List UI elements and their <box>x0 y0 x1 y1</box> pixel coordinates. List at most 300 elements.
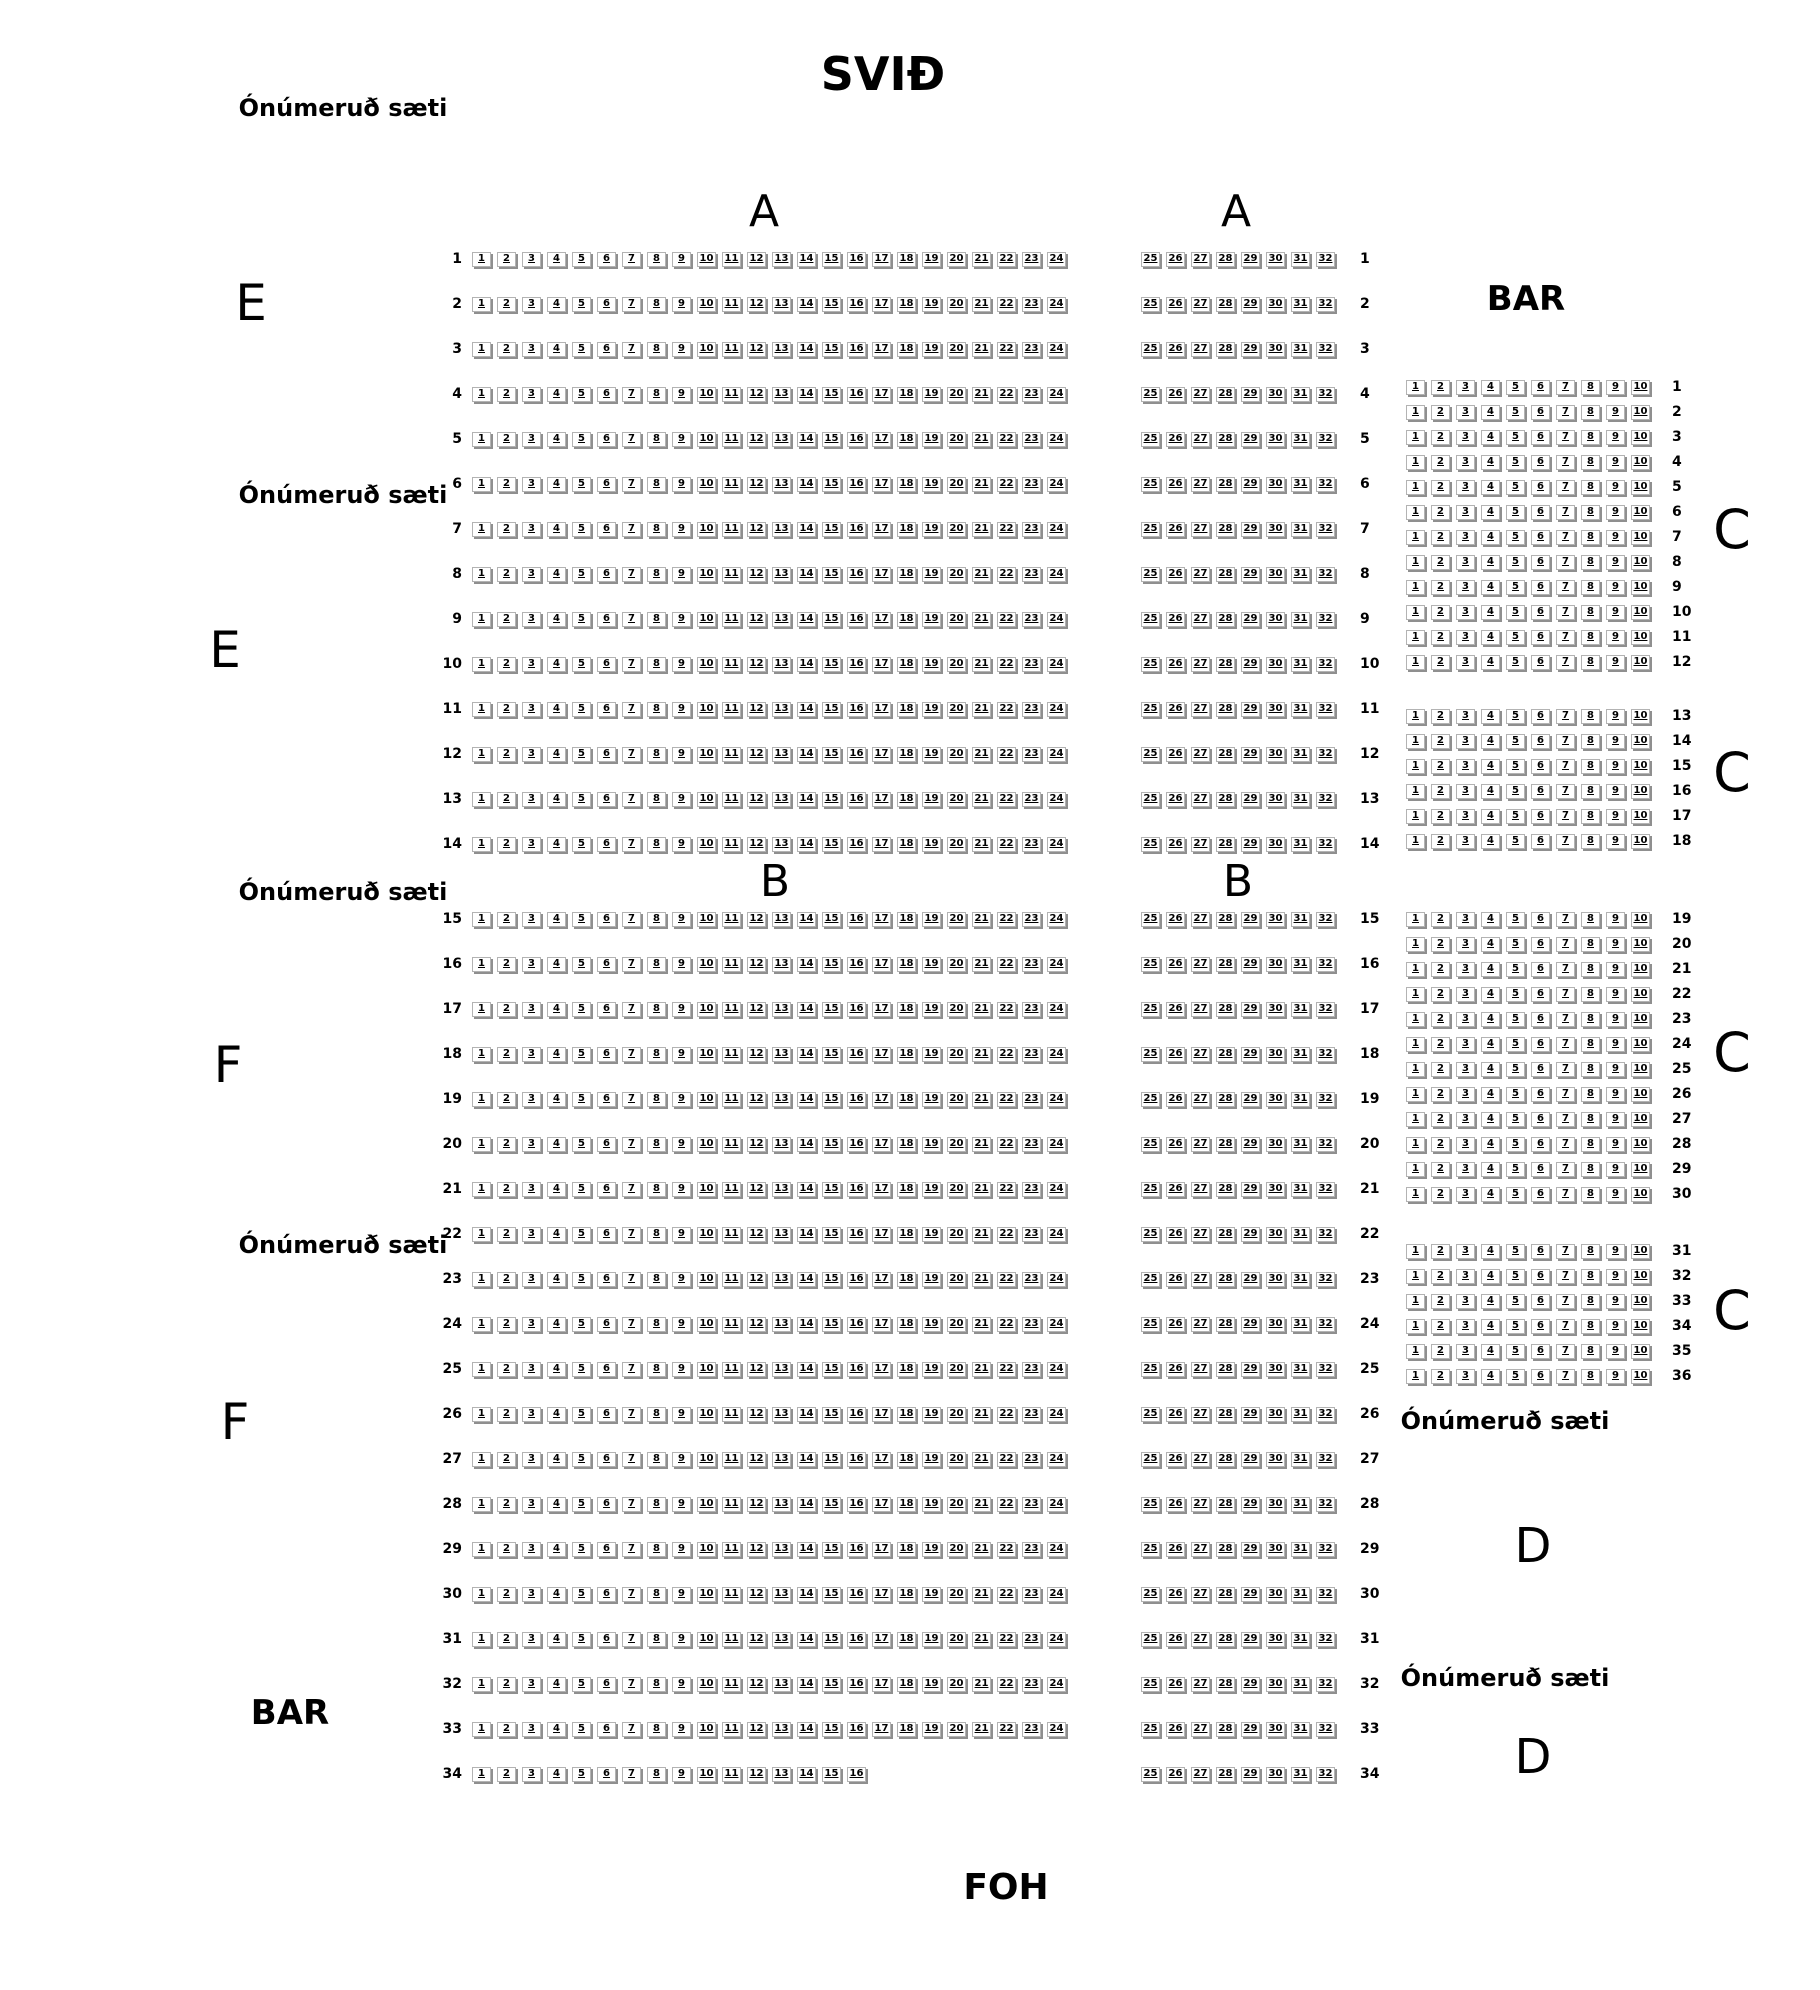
seat[interactable]: 2 <box>1431 784 1450 799</box>
seat[interactable]: 30 <box>1266 567 1285 582</box>
seat[interactable]: 1 <box>1406 987 1425 1002</box>
seat[interactable]: 29 <box>1241 432 1260 447</box>
seat[interactable]: 15 <box>822 957 841 972</box>
seat[interactable]: 4 <box>547 747 566 762</box>
seat[interactable]: 6 <box>597 1182 616 1197</box>
seat[interactable]: 25 <box>1141 957 1160 972</box>
seat[interactable]: 23 <box>1022 522 1041 537</box>
seat[interactable]: 23 <box>1022 1677 1041 1692</box>
seat[interactable]: 4 <box>1481 1137 1500 1152</box>
seat[interactable]: 28 <box>1216 957 1235 972</box>
seat[interactable]: 1 <box>472 297 491 312</box>
seat[interactable]: 10 <box>1631 1112 1650 1127</box>
seat[interactable]: 15 <box>822 1542 841 1557</box>
seat[interactable]: 13 <box>772 522 791 537</box>
seat[interactable]: 10 <box>697 477 716 492</box>
seat[interactable]: 2 <box>497 1587 516 1602</box>
seat[interactable]: 13 <box>772 1272 791 1287</box>
seat[interactable]: 23 <box>1022 1272 1041 1287</box>
seat[interactable]: 6 <box>597 1632 616 1647</box>
seat[interactable]: 14 <box>797 432 816 447</box>
seat[interactable]: 17 <box>872 1137 891 1152</box>
seat[interactable]: 4 <box>547 432 566 447</box>
seat[interactable]: 5 <box>572 342 591 357</box>
seat[interactable]: 31 <box>1291 1002 1310 1017</box>
seat[interactable]: 23 <box>1022 1362 1041 1377</box>
seat[interactable]: 28 <box>1216 1677 1235 1692</box>
seat[interactable]: 6 <box>597 1767 616 1782</box>
seat[interactable]: 7 <box>622 837 641 852</box>
seat[interactable]: 5 <box>1506 1137 1525 1152</box>
seat[interactable]: 7 <box>1556 455 1575 470</box>
seat[interactable]: 17 <box>872 1542 891 1557</box>
seat[interactable]: 26 <box>1166 1767 1185 1782</box>
seat[interactable]: 6 <box>1531 962 1550 977</box>
seat[interactable]: 2 <box>1431 1187 1450 1202</box>
seat[interactable]: 20 <box>947 1452 966 1467</box>
seat[interactable]: 24 <box>1047 702 1066 717</box>
seat[interactable]: 1 <box>1406 530 1425 545</box>
seat[interactable]: 8 <box>647 837 666 852</box>
seat[interactable]: 31 <box>1291 1632 1310 1647</box>
seat[interactable]: 7 <box>1556 1037 1575 1052</box>
seat[interactable]: 3 <box>1456 1112 1475 1127</box>
seat[interactable]: 9 <box>1606 455 1625 470</box>
seat[interactable]: 8 <box>1581 530 1600 545</box>
seat[interactable]: 7 <box>622 1677 641 1692</box>
seat[interactable]: 25 <box>1141 1632 1160 1647</box>
seat[interactable]: 7 <box>622 432 641 447</box>
seat[interactable]: 6 <box>597 1452 616 1467</box>
seat[interactable]: 27 <box>1191 1632 1210 1647</box>
seat[interactable]: 3 <box>1456 1244 1475 1259</box>
seat[interactable]: 8 <box>1581 480 1600 495</box>
seat[interactable]: 11 <box>722 747 741 762</box>
seat[interactable]: 14 <box>797 1002 816 1017</box>
seat[interactable]: 3 <box>1456 380 1475 395</box>
seat[interactable]: 9 <box>672 747 691 762</box>
seat[interactable]: 25 <box>1141 387 1160 402</box>
seat[interactable]: 3 <box>1456 759 1475 774</box>
seat[interactable]: 27 <box>1191 1137 1210 1152</box>
seat[interactable]: 12 <box>747 1497 766 1512</box>
seat[interactable]: 7 <box>622 1227 641 1242</box>
seat[interactable]: 28 <box>1216 747 1235 762</box>
seat[interactable]: 17 <box>872 747 891 762</box>
seat[interactable]: 26 <box>1166 1182 1185 1197</box>
seat[interactable]: 7 <box>1556 605 1575 620</box>
seat[interactable]: 28 <box>1216 477 1235 492</box>
seat[interactable]: 1 <box>472 912 491 927</box>
seat[interactable]: 9 <box>672 792 691 807</box>
seat[interactable]: 22 <box>997 297 1016 312</box>
seat[interactable]: 14 <box>797 1137 816 1152</box>
seat[interactable]: 14 <box>797 477 816 492</box>
seat[interactable]: 5 <box>1506 962 1525 977</box>
seat[interactable]: 1 <box>472 1587 491 1602</box>
seat[interactable]: 16 <box>847 432 866 447</box>
seat[interactable]: 10 <box>697 1047 716 1062</box>
seat[interactable]: 22 <box>997 657 1016 672</box>
seat[interactable]: 5 <box>1506 1062 1525 1077</box>
seat[interactable]: 6 <box>1531 912 1550 927</box>
seat[interactable]: 7 <box>1556 1344 1575 1359</box>
seat[interactable]: 8 <box>647 612 666 627</box>
seat[interactable]: 26 <box>1166 1047 1185 1062</box>
seat[interactable]: 6 <box>597 657 616 672</box>
seat[interactable]: 8 <box>1581 1319 1600 1334</box>
seat[interactable]: 3 <box>522 1677 541 1692</box>
seat[interactable]: 3 <box>522 1407 541 1422</box>
seat[interactable]: 1 <box>472 702 491 717</box>
seat[interactable]: 11 <box>722 792 741 807</box>
seat[interactable]: 23 <box>1022 432 1041 447</box>
seat[interactable]: 17 <box>872 522 891 537</box>
seat[interactable]: 29 <box>1241 657 1260 672</box>
seat[interactable]: 7 <box>622 1767 641 1782</box>
seat[interactable]: 14 <box>797 1677 816 1692</box>
seat[interactable]: 6 <box>597 432 616 447</box>
seat[interactable]: 8 <box>647 432 666 447</box>
seat[interactable]: 28 <box>1216 297 1235 312</box>
seat[interactable]: 3 <box>1456 784 1475 799</box>
seat[interactable]: 10 <box>697 1452 716 1467</box>
seat[interactable]: 17 <box>872 1722 891 1737</box>
seat[interactable]: 4 <box>547 1722 566 1737</box>
seat[interactable]: 19 <box>922 837 941 852</box>
seat[interactable]: 15 <box>822 792 841 807</box>
seat[interactable]: 15 <box>822 912 841 927</box>
seat[interactable]: 18 <box>897 1452 916 1467</box>
seat[interactable]: 24 <box>1047 1227 1066 1242</box>
seat[interactable]: 29 <box>1241 612 1260 627</box>
seat[interactable]: 23 <box>1022 252 1041 267</box>
seat[interactable]: 17 <box>872 1317 891 1332</box>
seat[interactable]: 8 <box>1581 1112 1600 1127</box>
seat[interactable]: 10 <box>697 1317 716 1332</box>
seat[interactable]: 30 <box>1266 432 1285 447</box>
seat[interactable]: 20 <box>947 747 966 762</box>
seat[interactable]: 3 <box>522 342 541 357</box>
seat[interactable]: 4 <box>1481 455 1500 470</box>
seat[interactable]: 4 <box>547 1767 566 1782</box>
seat[interactable]: 11 <box>722 1542 741 1557</box>
seat[interactable]: 20 <box>947 1677 966 1692</box>
seat[interactable]: 4 <box>547 612 566 627</box>
seat[interactable]: 5 <box>572 1452 591 1467</box>
seat[interactable]: 10 <box>697 702 716 717</box>
seat[interactable]: 5 <box>1506 987 1525 1002</box>
seat[interactable]: 2 <box>1431 1319 1450 1334</box>
seat[interactable]: 7 <box>1556 655 1575 670</box>
seat[interactable]: 6 <box>597 252 616 267</box>
seat[interactable]: 30 <box>1266 1587 1285 1602</box>
seat[interactable]: 24 <box>1047 342 1066 357</box>
seat[interactable]: 9 <box>1606 1344 1625 1359</box>
seat[interactable]: 5 <box>572 1362 591 1377</box>
seat[interactable]: 4 <box>547 702 566 717</box>
seat[interactable]: 6 <box>1531 580 1550 595</box>
seat[interactable]: 27 <box>1191 912 1210 927</box>
seat[interactable]: 4 <box>1481 530 1500 545</box>
seat[interactable]: 18 <box>897 1182 916 1197</box>
seat[interactable]: 15 <box>822 1632 841 1647</box>
seat[interactable]: 24 <box>1047 1587 1066 1602</box>
seat[interactable]: 6 <box>597 1227 616 1242</box>
seat[interactable]: 2 <box>497 702 516 717</box>
seat[interactable]: 24 <box>1047 1272 1066 1287</box>
seat[interactable]: 21 <box>972 747 991 762</box>
seat[interactable]: 7 <box>622 1092 641 1107</box>
seat[interactable]: 12 <box>747 837 766 852</box>
seat[interactable]: 1 <box>1406 605 1425 620</box>
seat[interactable]: 15 <box>822 522 841 537</box>
seat[interactable]: 8 <box>1581 505 1600 520</box>
seat[interactable]: 30 <box>1266 1227 1285 1242</box>
seat[interactable]: 31 <box>1291 912 1310 927</box>
seat[interactable]: 16 <box>847 1272 866 1287</box>
seat[interactable]: 28 <box>1216 1362 1235 1377</box>
seat[interactable]: 4 <box>547 1002 566 1017</box>
seat[interactable]: 10 <box>1631 834 1650 849</box>
seat[interactable]: 11 <box>722 1632 741 1647</box>
seat[interactable]: 22 <box>997 1452 1016 1467</box>
seat[interactable]: 20 <box>947 432 966 447</box>
seat[interactable]: 25 <box>1141 1317 1160 1332</box>
seat[interactable]: 29 <box>1241 957 1260 972</box>
seat[interactable]: 2 <box>497 1137 516 1152</box>
seat[interactable]: 8 <box>1581 759 1600 774</box>
seat[interactable]: 21 <box>972 297 991 312</box>
seat[interactable]: 28 <box>1216 612 1235 627</box>
seat[interactable]: 4 <box>1481 759 1500 774</box>
seat[interactable]: 7 <box>1556 834 1575 849</box>
seat[interactable]: 21 <box>972 1677 991 1692</box>
seat[interactable]: 26 <box>1166 657 1185 672</box>
seat[interactable]: 20 <box>947 1497 966 1512</box>
seat[interactable]: 5 <box>572 657 591 672</box>
seat[interactable]: 23 <box>1022 747 1041 762</box>
seat[interactable]: 14 <box>797 1767 816 1782</box>
seat[interactable]: 17 <box>872 1092 891 1107</box>
seat[interactable]: 29 <box>1241 1722 1260 1737</box>
seat[interactable]: 22 <box>997 432 1016 447</box>
seat[interactable]: 32 <box>1316 1362 1335 1377</box>
seat[interactable]: 25 <box>1141 477 1160 492</box>
seat[interactable]: 7 <box>1556 530 1575 545</box>
seat[interactable]: 3 <box>1456 1294 1475 1309</box>
seat[interactable]: 7 <box>1556 505 1575 520</box>
seat[interactable]: 4 <box>547 1587 566 1602</box>
seat[interactable]: 5 <box>572 702 591 717</box>
seat[interactable]: 3 <box>522 387 541 402</box>
seat[interactable]: 12 <box>747 702 766 717</box>
seat[interactable]: 13 <box>772 702 791 717</box>
seat[interactable]: 2 <box>1431 580 1450 595</box>
seat[interactable]: 1 <box>1406 937 1425 952</box>
seat[interactable]: 4 <box>547 567 566 582</box>
seat[interactable]: 17 <box>872 567 891 582</box>
seat[interactable]: 29 <box>1241 252 1260 267</box>
seat[interactable]: 32 <box>1316 567 1335 582</box>
seat[interactable]: 7 <box>622 297 641 312</box>
seat[interactable]: 3 <box>522 1632 541 1647</box>
seat[interactable]: 10 <box>697 1632 716 1647</box>
seat[interactable]: 10 <box>697 567 716 582</box>
seat[interactable]: 26 <box>1166 1272 1185 1287</box>
seat[interactable]: 3 <box>522 1722 541 1737</box>
seat[interactable]: 16 <box>847 297 866 312</box>
seat[interactable]: 5 <box>1506 734 1525 749</box>
seat[interactable]: 28 <box>1216 252 1235 267</box>
seat[interactable]: 9 <box>1606 1087 1625 1102</box>
seat[interactable]: 25 <box>1141 612 1160 627</box>
seat[interactable]: 7 <box>1556 1112 1575 1127</box>
seat[interactable]: 5 <box>1506 430 1525 445</box>
seat[interactable]: 9 <box>1606 1137 1625 1152</box>
seat[interactable]: 27 <box>1191 342 1210 357</box>
seat[interactable]: 26 <box>1166 477 1185 492</box>
seat[interactable]: 2 <box>497 957 516 972</box>
seat[interactable]: 1 <box>1406 834 1425 849</box>
seat[interactable]: 30 <box>1266 1092 1285 1107</box>
seat[interactable]: 2 <box>1431 809 1450 824</box>
seat[interactable]: 30 <box>1266 1137 1285 1152</box>
seat[interactable]: 2 <box>497 1497 516 1512</box>
seat[interactable]: 1 <box>472 837 491 852</box>
seat[interactable]: 12 <box>747 1677 766 1692</box>
seat[interactable]: 24 <box>1047 1407 1066 1422</box>
seat[interactable]: 12 <box>747 1452 766 1467</box>
seat[interactable]: 9 <box>1606 1112 1625 1127</box>
seat[interactable]: 8 <box>1581 1187 1600 1202</box>
seat[interactable]: 26 <box>1166 1587 1185 1602</box>
seat[interactable]: 24 <box>1047 387 1066 402</box>
seat[interactable]: 8 <box>647 567 666 582</box>
seat[interactable]: 8 <box>1581 1137 1600 1152</box>
seat[interactable]: 11 <box>722 297 741 312</box>
seat[interactable]: 29 <box>1241 1002 1260 1017</box>
seat[interactable]: 27 <box>1191 1092 1210 1107</box>
seat[interactable]: 2 <box>497 1272 516 1287</box>
seat[interactable]: 8 <box>1581 655 1600 670</box>
seat[interactable]: 28 <box>1216 342 1235 357</box>
seat[interactable]: 11 <box>722 1407 741 1422</box>
seat[interactable]: 31 <box>1291 1047 1310 1062</box>
seat[interactable]: 10 <box>697 1497 716 1512</box>
seat[interactable]: 10 <box>697 792 716 807</box>
seat[interactable]: 1 <box>472 1632 491 1647</box>
seat[interactable]: 31 <box>1291 747 1310 762</box>
seat[interactable]: 24 <box>1047 1632 1066 1647</box>
seat[interactable]: 32 <box>1316 912 1335 927</box>
seat[interactable]: 11 <box>722 522 741 537</box>
seat[interactable]: 28 <box>1216 792 1235 807</box>
seat[interactable]: 2 <box>1431 1244 1450 1259</box>
seat[interactable]: 32 <box>1316 1497 1335 1512</box>
seat[interactable]: 1 <box>1406 1319 1425 1334</box>
seat[interactable]: 2 <box>1431 1162 1450 1177</box>
seat[interactable]: 32 <box>1316 432 1335 447</box>
seat[interactable]: 27 <box>1191 1677 1210 1692</box>
seat[interactable]: 3 <box>522 1002 541 1017</box>
seat[interactable]: 4 <box>547 252 566 267</box>
seat[interactable]: 29 <box>1241 387 1260 402</box>
seat[interactable]: 32 <box>1316 387 1335 402</box>
seat[interactable]: 29 <box>1241 1587 1260 1602</box>
seat[interactable]: 14 <box>797 522 816 537</box>
seat[interactable]: 14 <box>797 957 816 972</box>
seat[interactable]: 14 <box>797 387 816 402</box>
seat[interactable]: 2 <box>497 1362 516 1377</box>
seat[interactable]: 30 <box>1266 1722 1285 1737</box>
seat[interactable]: 23 <box>1022 1497 1041 1512</box>
seat[interactable]: 1 <box>472 957 491 972</box>
seat[interactable]: 3 <box>1456 505 1475 520</box>
seat[interactable]: 2 <box>1431 1369 1450 1384</box>
seat[interactable]: 10 <box>697 1092 716 1107</box>
seat[interactable]: 4 <box>547 657 566 672</box>
seat[interactable]: 24 <box>1047 1047 1066 1062</box>
seat[interactable]: 9 <box>672 297 691 312</box>
seat[interactable]: 27 <box>1191 957 1210 972</box>
seat[interactable]: 17 <box>872 297 891 312</box>
seat[interactable]: 16 <box>847 522 866 537</box>
seat[interactable]: 31 <box>1291 1407 1310 1422</box>
seat[interactable]: 3 <box>1456 580 1475 595</box>
seat[interactable]: 30 <box>1266 1407 1285 1422</box>
seat[interactable]: 2 <box>497 837 516 852</box>
seat[interactable]: 11 <box>722 1092 741 1107</box>
seat[interactable]: 6 <box>1531 1112 1550 1127</box>
seat[interactable]: 4 <box>1481 937 1500 952</box>
seat[interactable]: 29 <box>1241 1632 1260 1647</box>
seat[interactable]: 11 <box>722 1182 741 1197</box>
seat[interactable]: 10 <box>1631 405 1650 420</box>
seat[interactable]: 13 <box>772 1587 791 1602</box>
seat[interactable]: 24 <box>1047 1137 1066 1152</box>
seat[interactable]: 5 <box>572 957 591 972</box>
seat[interactable]: 24 <box>1047 477 1066 492</box>
seat[interactable]: 5 <box>1506 1012 1525 1027</box>
seat[interactable]: 20 <box>947 1182 966 1197</box>
seat[interactable]: 24 <box>1047 1452 1066 1467</box>
seat[interactable]: 8 <box>647 342 666 357</box>
seat[interactable]: 2 <box>497 1317 516 1332</box>
seat[interactable]: 10 <box>697 957 716 972</box>
seat[interactable]: 1 <box>472 477 491 492</box>
seat[interactable]: 2 <box>497 432 516 447</box>
seat[interactable]: 22 <box>997 1407 1016 1422</box>
seat[interactable]: 2 <box>1431 734 1450 749</box>
seat[interactable]: 6 <box>1531 1012 1550 1027</box>
seat[interactable]: 18 <box>897 252 916 267</box>
seat[interactable]: 27 <box>1191 252 1210 267</box>
seat[interactable]: 29 <box>1241 522 1260 537</box>
seat[interactable]: 29 <box>1241 912 1260 927</box>
seat[interactable]: 11 <box>722 657 741 672</box>
seat[interactable]: 5 <box>572 1722 591 1737</box>
seat[interactable]: 10 <box>697 387 716 402</box>
seat[interactable]: 16 <box>847 747 866 762</box>
seat[interactable]: 8 <box>1581 784 1600 799</box>
seat[interactable]: 32 <box>1316 297 1335 312</box>
seat[interactable]: 3 <box>1456 630 1475 645</box>
seat[interactable]: 19 <box>922 1677 941 1692</box>
seat[interactable]: 21 <box>972 792 991 807</box>
seat[interactable]: 27 <box>1191 1722 1210 1737</box>
seat[interactable]: 1 <box>472 1137 491 1152</box>
